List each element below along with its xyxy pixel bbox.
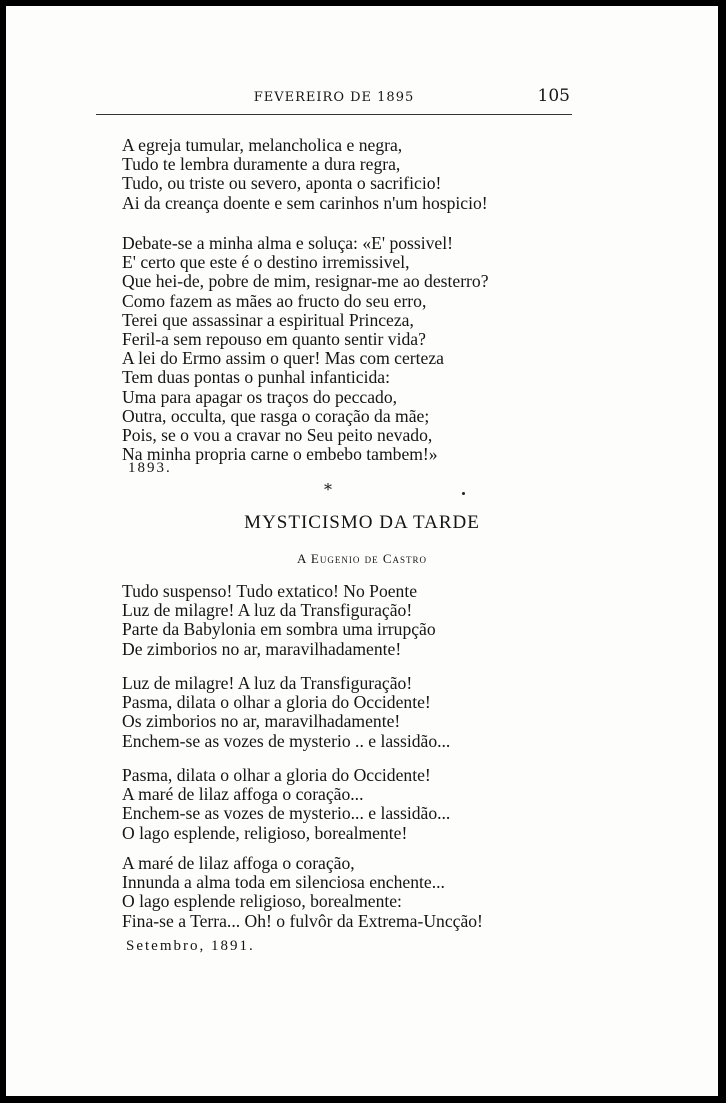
verse-line: Enchem-se as vozes de mysterio .. e lassidão... — [122, 730, 451, 751]
verse-line: Tudo, ou triste ou severo, aponta o sacrificio! — [122, 173, 442, 194]
verse-line: Os zimborios no ar, maravilhadamente! — [122, 711, 401, 732]
verse-line: Tudo suspenso! Tudo extatico! No Poente — [122, 581, 418, 601]
date-setembro-1891: Setembro, 1891. — [126, 938, 255, 954]
verse-line: Pasma, dilata o olhar a gloria do Occidente! — [122, 765, 431, 785]
verse-line: Parte da Babylonia em sombra uma irrupção — [122, 619, 436, 640]
date-1893: 1893. — [128, 460, 172, 476]
section-separator: * — [324, 480, 332, 499]
verse-line: Innunda a alma toda em silenciosa enchente... — [122, 872, 445, 893]
verse-line: Debate-se a minha alma e soluça: «E' possivel! — [122, 233, 453, 253]
verse-line: Como fazem as mães ao fructo do seu erro, — [122, 290, 427, 311]
verse-line: Luz de milagre! A luz da Transfiguração! — [122, 673, 413, 693]
verse-line: Terei que assassinar a espiritual Princeza, — [122, 309, 414, 330]
verse-line: Outra, occulta, que rasga o coração da mãe; — [122, 405, 430, 426]
stanza-6 — [122, 854, 483, 931]
verse-line: A maré de lilaz affoga o coração, — [122, 853, 355, 873]
verse-line: O lago esplende religioso, borealmente: — [122, 891, 402, 912]
verse-line: Pasma, dilata o olhar a gloria do Occidente! — [122, 692, 431, 713]
verse-line: Na minha propria carne o embebo tambem!» — [122, 444, 438, 465]
verse-line: A lei do Ermo assim o quer! Mas com certeza — [122, 348, 444, 369]
stanza-4 — [122, 674, 450, 751]
stanza-3 — [122, 582, 436, 659]
verse-line: Que hei-de, pobre de mim, resignar-me ao desterro? — [122, 271, 489, 292]
verse-line: Fina-se a Terra... Oh! o fulvôr da Extrema-Uncção! — [122, 910, 483, 931]
verse-line: Uma para apagar os traços do peccado, — [122, 386, 398, 407]
dedication: A Eugenio de Castro — [296, 551, 428, 566]
running-head-title: FEVEREIRO DE 1895 — [253, 90, 415, 105]
verse-line: Enchem-se as vozes de mysterio... e lassidão... — [122, 803, 451, 824]
poem-title: MYSTICISMO DA TARDE — [244, 512, 480, 533]
book-page — [6, 6, 718, 1096]
verse-line: A maré de lilaz affoga o coração... — [122, 784, 364, 805]
print-speck — [462, 492, 465, 495]
stanza-2 — [122, 234, 489, 464]
stanza-1 — [122, 136, 488, 213]
page-number: 105 — [537, 86, 570, 106]
verse-line: E' certo que este é o destino irremissivel, — [122, 252, 410, 273]
verse-line: Tem duas pontas o punhal infanticida: — [122, 367, 390, 388]
verse-line: Tudo te lembra duramente a dura regra, — [122, 154, 401, 175]
verse-line: O lago esplende, religioso, borealmente! — [122, 822, 408, 843]
stanza-5 — [122, 766, 450, 843]
verse-line: A egreja tumular, melancholica e negra, — [122, 135, 403, 155]
verse-line: Pois, se o vou a cravar no Seu peito nevado, — [122, 425, 433, 446]
verse-line: Luz de milagre! A luz da Transfiguração! — [122, 600, 413, 621]
verse-line: Feril-a sem repouso em quanto sentir vida? — [122, 329, 426, 350]
verse-line: Ai da creança doente e sem carinhos n'um hospicio! — [122, 192, 488, 213]
verse-line: De zimborios no ar, maravilhadamente! — [122, 638, 402, 659]
running-head — [96, 88, 572, 115]
